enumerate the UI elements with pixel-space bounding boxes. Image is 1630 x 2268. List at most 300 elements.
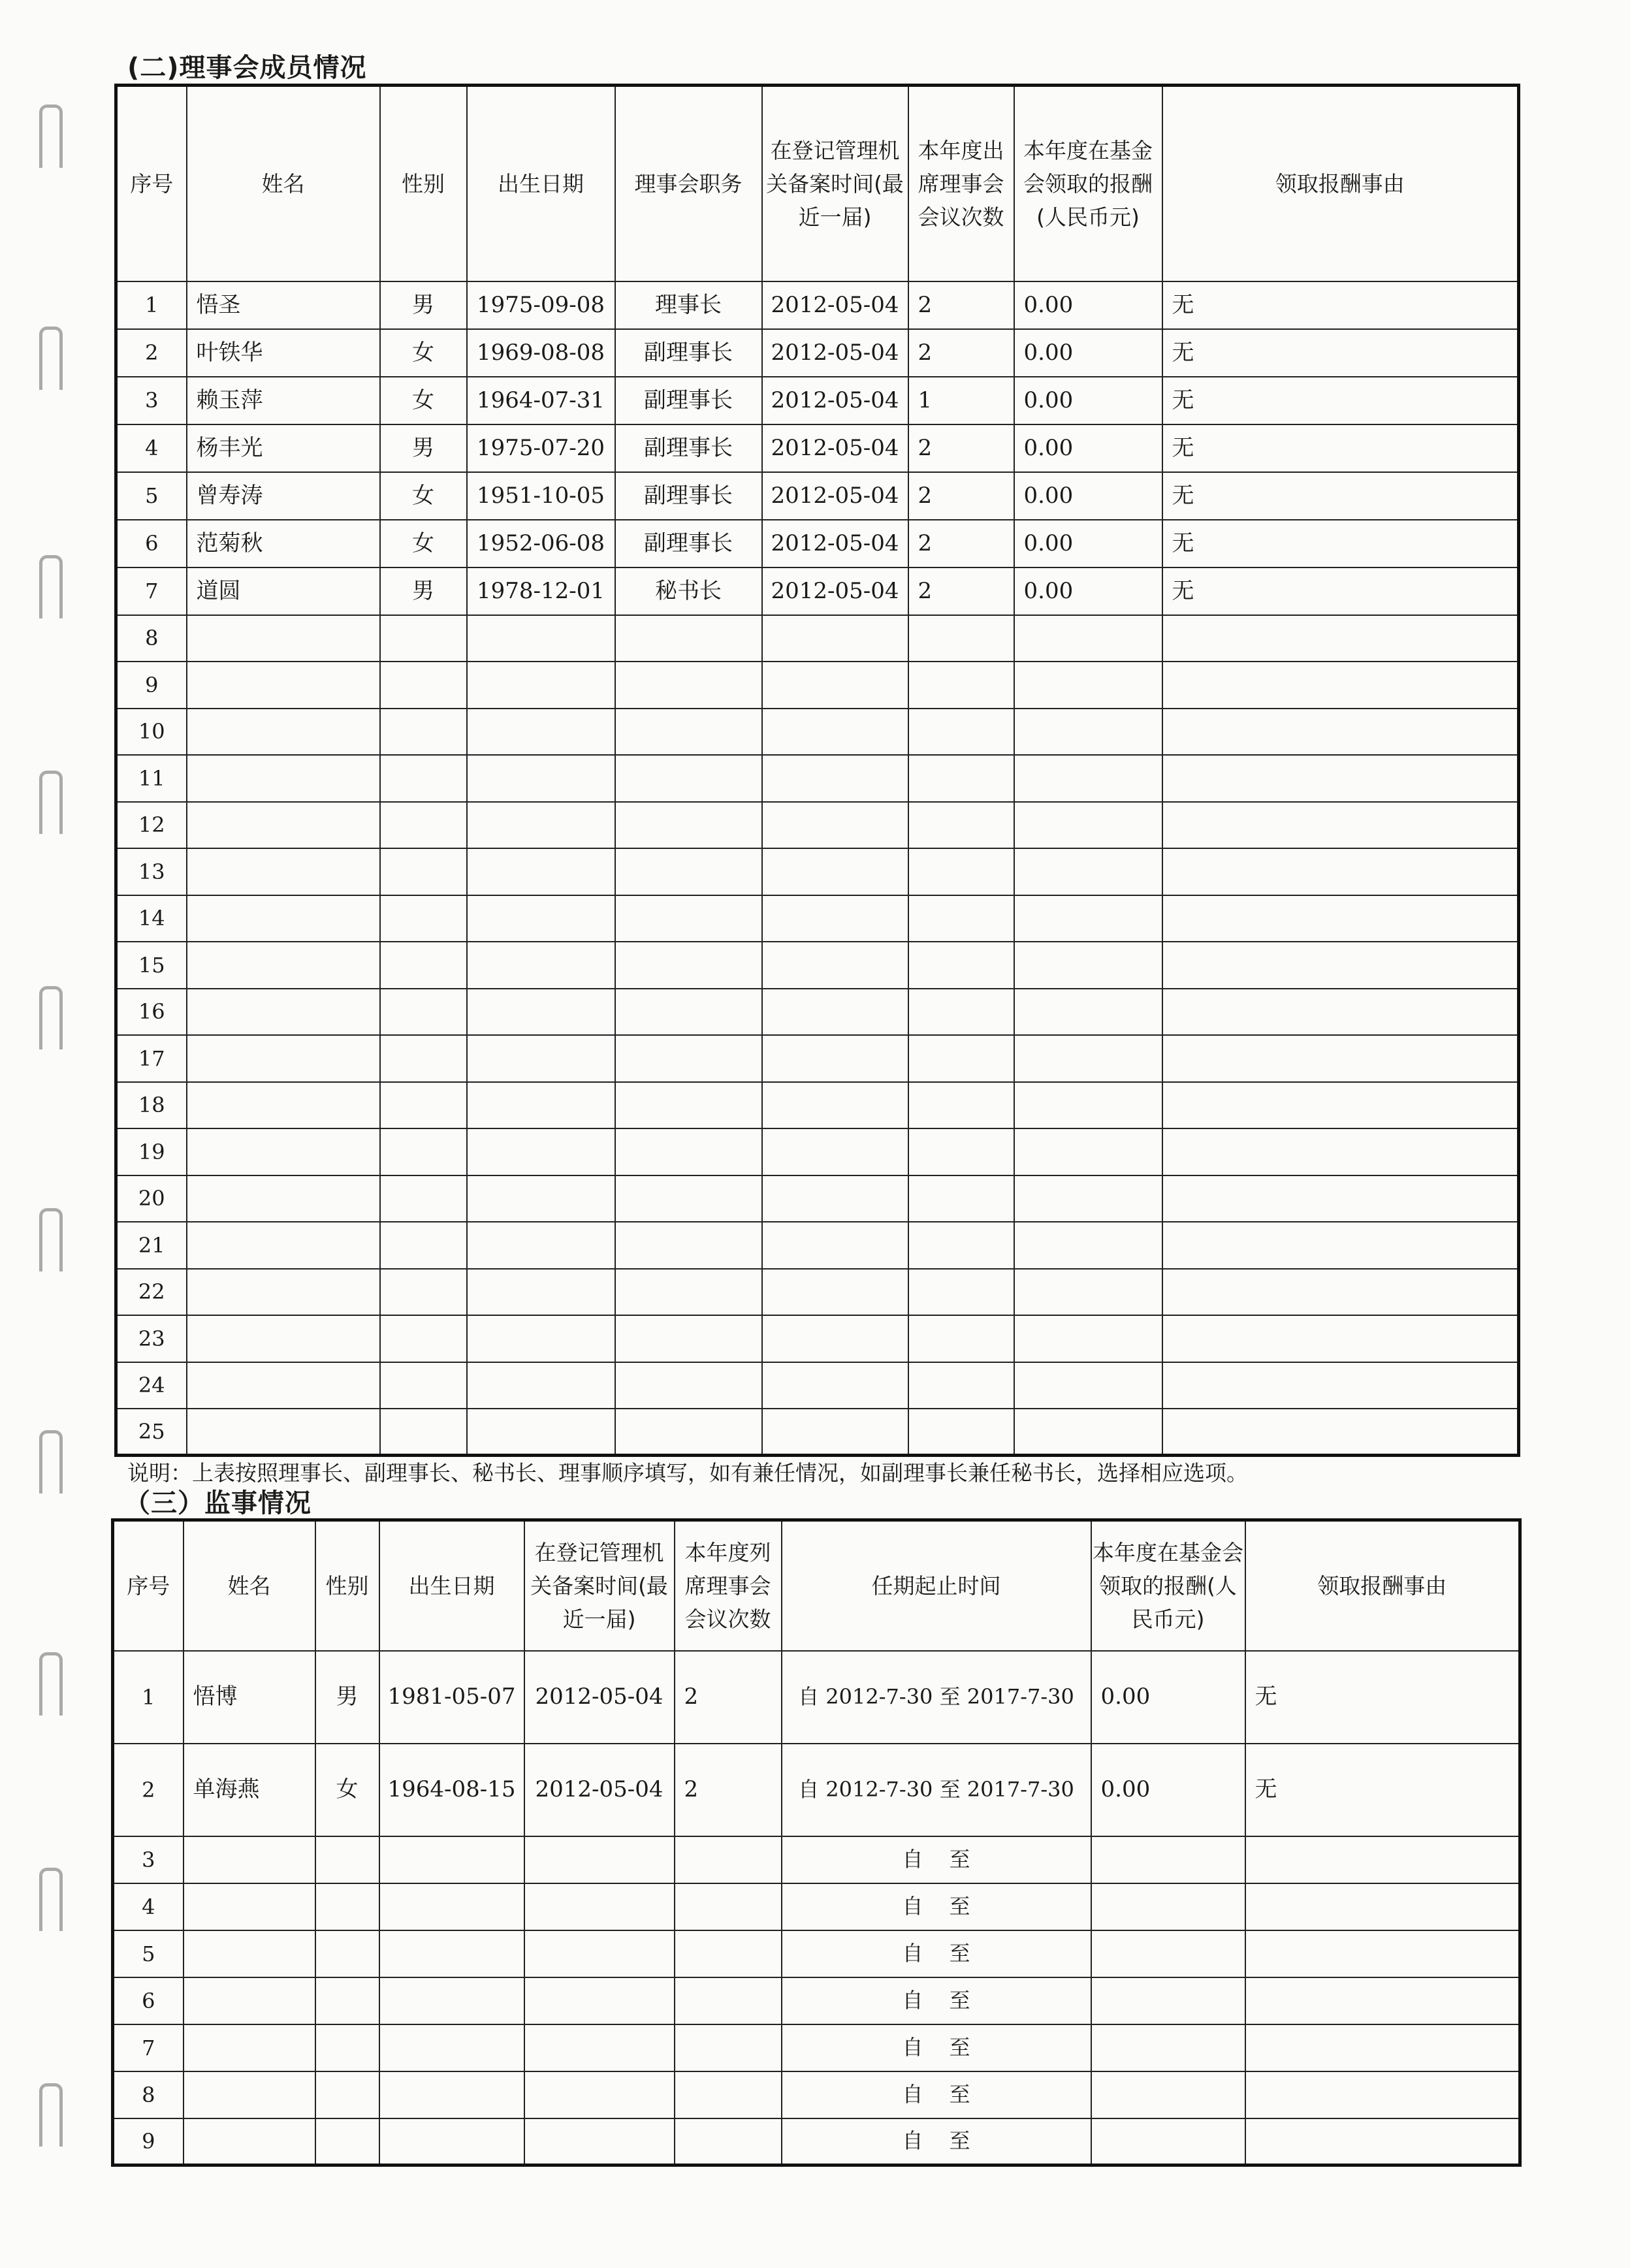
empty-cell [187, 709, 380, 756]
supervisor-section-title: （三）监事情况 [124, 1488, 312, 1518]
empty-cell [1091, 1930, 1245, 1977]
member-name: 杨丰光 [187, 424, 380, 472]
board-empty-row [116, 989, 1519, 1036]
member-attendance: 2 [908, 329, 1014, 377]
member-birth-date: 1975-07-20 [467, 424, 615, 472]
empty-cell [1245, 1930, 1520, 1977]
member-position: 理事长 [615, 281, 762, 329]
empty-cell [1014, 942, 1162, 989]
supervisor-term: 自 2012-7-30 至 2017-7-30 [782, 1744, 1091, 1836]
board-table-note: 说明：上表按照理事长、副理事长、秘书长、理事顺序填写，如有兼任情况，如副理事长兼任秘书长，选择相应选项。 [127, 1460, 1248, 1486]
empty-cell [762, 1409, 908, 1456]
empty-cell [908, 895, 1014, 942]
empty-cell [467, 895, 615, 942]
member-attendance: 2 [908, 520, 1014, 567]
board-empty-row [116, 709, 1519, 756]
member-filing-date: 2012-05-04 [762, 520, 908, 567]
empty-cell [467, 662, 615, 709]
empty-cell [379, 1930, 524, 1977]
supervisor-empty-row [113, 2024, 1520, 2071]
empty-cell [908, 709, 1014, 756]
row-number: 19 [116, 1128, 187, 1175]
empty-cell [315, 2024, 379, 2071]
empty-cell [187, 895, 380, 942]
empty-cell [380, 1409, 467, 1456]
binder-hole [39, 771, 63, 834]
term-to-label: 至 [949, 2034, 970, 2060]
empty-cell [315, 1930, 379, 1977]
row-number: 4 [116, 424, 187, 472]
row-number: 14 [116, 895, 187, 942]
member-gender: 男 [380, 567, 467, 615]
empty-cell [184, 2071, 315, 2118]
empty-cell [187, 1269, 380, 1316]
binder-hole [39, 555, 63, 618]
member-gender: 女 [380, 520, 467, 567]
empty-cell [1162, 1315, 1519, 1362]
member-gender: 女 [380, 329, 467, 377]
board-empty-row [116, 1409, 1519, 1456]
empty-cell [908, 1269, 1014, 1316]
row-number: 21 [116, 1222, 187, 1269]
empty-cell [1014, 1128, 1162, 1175]
empty-cell [467, 1315, 615, 1362]
empty-cell [1162, 1175, 1519, 1222]
empty-cell [615, 1315, 762, 1362]
row-number: 6 [116, 520, 187, 567]
row-number: 5 [113, 1930, 184, 1977]
member-gender: 男 [380, 281, 467, 329]
empty-cell [467, 989, 615, 1036]
term-from-label: 自 [902, 2128, 923, 2153]
empty-cell [1091, 1883, 1245, 1930]
empty-cell [908, 1035, 1014, 1082]
header-salary: 本年度在基金会领取的报酬(人民币元) [1014, 86, 1162, 281]
empty-cell [380, 1175, 467, 1222]
member-salary: 0.00 [1014, 281, 1162, 329]
header-attendance: 本年度出席理事会会议次数 [908, 86, 1014, 281]
supervisor-name: 悟博 [184, 1651, 315, 1744]
row-number: 2 [113, 1744, 184, 1836]
member-filing-date: 2012-05-04 [762, 281, 908, 329]
sup-header-no: 序号 [113, 1520, 184, 1651]
member-name: 悟圣 [187, 281, 380, 329]
empty-cell [1014, 848, 1162, 895]
term-from-label: 自 [902, 2081, 923, 2107]
empty-cell [379, 1977, 524, 2024]
row-number: 5 [116, 472, 187, 520]
member-birth-date: 1964-07-31 [467, 377, 615, 424]
supervisor-birth-date: 1964-08-15 [379, 1744, 524, 1836]
empty-cell [762, 755, 908, 802]
empty-cell [762, 615, 908, 662]
member-position: 副理事长 [615, 472, 762, 520]
empty-cell [467, 1128, 615, 1175]
empty-cell [187, 802, 380, 849]
row-number: 12 [116, 802, 187, 849]
empty-cell [184, 1977, 315, 2024]
empty-cell [762, 662, 908, 709]
term-to-label: 至 [949, 1893, 970, 1919]
empty-cell [380, 802, 467, 849]
binder-hole [39, 1430, 63, 1493]
empty-cell [1091, 2024, 1245, 2071]
empty-cell [524, 2118, 675, 2165]
member-gender: 男 [380, 424, 467, 472]
empty-cell [187, 942, 380, 989]
term-from-label: 自 [902, 1987, 923, 2013]
row-number: 3 [113, 1836, 184, 1883]
empty-cell [615, 1082, 762, 1129]
binder-hole [39, 2083, 63, 2147]
row-number: 20 [116, 1175, 187, 1222]
empty-cell [908, 848, 1014, 895]
member-attendance: 2 [908, 281, 1014, 329]
empty-cell [615, 1035, 762, 1082]
row-number: 8 [113, 2071, 184, 2118]
row-number: 24 [116, 1362, 187, 1409]
member-filing-date: 2012-05-04 [762, 567, 908, 615]
empty-cell [380, 709, 467, 756]
supervisor-salary-reason: 无 [1245, 1651, 1520, 1744]
board-section-title: (二)理事会成员情况 [127, 53, 367, 83]
row-number: 1 [116, 281, 187, 329]
term-to-label: 至 [949, 2081, 970, 2107]
supervisor-salary-reason: 无 [1245, 1744, 1520, 1836]
empty-cell [1245, 1883, 1520, 1930]
member-salary-reason: 无 [1162, 377, 1519, 424]
sup-header-salary: 本年度在基金会领取的报酬(人民币元) [1091, 1520, 1245, 1651]
sup-header-gender: 性别 [315, 1520, 379, 1651]
supervisor-header-row [113, 1520, 1520, 1651]
empty-cell [908, 1409, 1014, 1456]
supervisor-term-blank [782, 1836, 1091, 1883]
row-number: 4 [113, 1883, 184, 1930]
supervisor-term-blank [782, 1883, 1091, 1930]
empty-cell [615, 1128, 762, 1175]
empty-cell [184, 2118, 315, 2165]
empty-cell [675, 1977, 782, 2024]
empty-cell [1014, 1409, 1162, 1456]
row-number: 10 [116, 709, 187, 756]
empty-cell [380, 1128, 467, 1175]
member-filing-date: 2012-05-04 [762, 424, 908, 472]
term-from-label: 自 [902, 2034, 923, 2060]
board-empty-row [116, 942, 1519, 989]
row-number: 7 [113, 2024, 184, 2071]
supervisor-attendance: 2 [675, 1744, 782, 1836]
empty-cell [1162, 989, 1519, 1036]
empty-cell [615, 755, 762, 802]
row-number: 9 [116, 662, 187, 709]
empty-cell [615, 848, 762, 895]
empty-cell [1014, 1362, 1162, 1409]
empty-cell [1245, 1836, 1520, 1883]
empty-cell [908, 1128, 1014, 1175]
row-number: 16 [116, 989, 187, 1036]
board-empty-row [116, 1035, 1519, 1082]
board-empty-row [116, 895, 1519, 942]
term-to-label: 至 [949, 1846, 970, 1872]
empty-cell [1014, 615, 1162, 662]
supervisor-filing-date: 2012-05-04 [524, 1651, 675, 1744]
empty-cell [380, 1082, 467, 1129]
row-number: 15 [116, 942, 187, 989]
empty-cell [467, 1362, 615, 1409]
row-number: 8 [116, 615, 187, 662]
empty-cell [315, 1836, 379, 1883]
empty-cell [380, 1222, 467, 1269]
supervisor-empty-row [113, 1930, 1520, 1977]
supervisor-term-blank [782, 1977, 1091, 2024]
supervisors-table-body [113, 1651, 1520, 2165]
empty-cell [524, 1977, 675, 2024]
header-gender: 性别 [380, 86, 467, 281]
empty-cell [467, 942, 615, 989]
supervisor-gender: 女 [315, 1744, 379, 1836]
empty-cell [467, 1409, 615, 1456]
empty-cell [675, 1836, 782, 1883]
member-birth-date: 1978-12-01 [467, 567, 615, 615]
empty-cell [762, 1035, 908, 1082]
empty-cell [187, 1035, 380, 1082]
row-number: 11 [116, 755, 187, 802]
empty-cell [187, 662, 380, 709]
empty-cell [467, 848, 615, 895]
row-number: 13 [116, 848, 187, 895]
empty-cell [615, 709, 762, 756]
member-name: 赖玉萍 [187, 377, 380, 424]
supervisor-term-blank [782, 2024, 1091, 2071]
board-empty-row [116, 1222, 1519, 1269]
row-number: 17 [116, 1035, 187, 1082]
empty-cell [1091, 2071, 1245, 2118]
member-salary-reason: 无 [1162, 424, 1519, 472]
term-to-label: 至 [949, 2128, 970, 2153]
empty-cell [615, 1409, 762, 1456]
empty-cell [1162, 709, 1519, 756]
member-gender: 女 [380, 472, 467, 520]
empty-cell [184, 2024, 315, 2071]
empty-cell [1014, 1175, 1162, 1222]
empty-cell [615, 1362, 762, 1409]
empty-cell [380, 942, 467, 989]
sup-header-term: 任期起止时间 [782, 1520, 1091, 1651]
board-empty-row [116, 1269, 1519, 1316]
supervisor-empty-row [113, 2118, 1520, 2165]
row-number: 7 [116, 567, 187, 615]
empty-cell [908, 1222, 1014, 1269]
empty-cell [1162, 942, 1519, 989]
empty-cell [1245, 1977, 1520, 2024]
member-position: 副理事长 [615, 424, 762, 472]
member-gender: 女 [380, 377, 467, 424]
empty-cell [380, 1315, 467, 1362]
header-salary-reason: 领取报酬事由 [1162, 86, 1519, 281]
board-empty-row [116, 1315, 1519, 1362]
empty-cell [467, 1082, 615, 1129]
empty-cell [380, 1035, 467, 1082]
empty-cell [1014, 709, 1162, 756]
sup-header-attendance: 本年度列席理事会会议次数 [675, 1520, 782, 1651]
board-member-row [116, 567, 1519, 615]
member-name: 曾寿涛 [187, 472, 380, 520]
empty-cell [615, 662, 762, 709]
empty-cell [1014, 1222, 1162, 1269]
empty-cell [615, 615, 762, 662]
board-table-body [116, 281, 1519, 1456]
member-salary: 0.00 [1014, 520, 1162, 567]
empty-cell [379, 2024, 524, 2071]
empty-cell [1162, 1362, 1519, 1409]
empty-cell [1014, 1269, 1162, 1316]
empty-cell [315, 1883, 379, 1930]
empty-cell [524, 2071, 675, 2118]
empty-cell [1162, 895, 1519, 942]
member-filing-date: 2012-05-04 [762, 472, 908, 520]
empty-cell [1245, 2024, 1520, 2071]
supervisor-row [113, 1651, 1520, 1744]
empty-cell [315, 1977, 379, 2024]
row-number: 2 [116, 329, 187, 377]
supervisor-row [113, 1744, 1520, 1836]
member-salary: 0.00 [1014, 567, 1162, 615]
empty-cell [187, 1222, 380, 1269]
empty-cell [187, 755, 380, 802]
empty-cell [467, 709, 615, 756]
empty-cell [379, 1883, 524, 1930]
supervisor-term: 自 2012-7-30 至 2017-7-30 [782, 1651, 1091, 1744]
supervisor-attendance: 2 [675, 1651, 782, 1744]
empty-cell [762, 1315, 908, 1362]
empty-cell [762, 1175, 908, 1222]
empty-cell [908, 1175, 1014, 1222]
empty-cell [315, 2071, 379, 2118]
empty-cell [908, 802, 1014, 849]
empty-cell [187, 1128, 380, 1175]
row-number: 3 [116, 377, 187, 424]
member-salary-reason: 无 [1162, 567, 1519, 615]
empty-cell [187, 615, 380, 662]
supervisor-empty-row [113, 1977, 1520, 2024]
empty-cell [380, 662, 467, 709]
empty-cell [762, 1269, 908, 1316]
row-number: 23 [116, 1315, 187, 1362]
member-attendance: 1 [908, 377, 1014, 424]
empty-cell [1162, 848, 1519, 895]
empty-cell [1162, 1269, 1519, 1316]
empty-cell [762, 709, 908, 756]
empty-cell [1162, 802, 1519, 849]
header-birth-date: 出生日期 [467, 86, 615, 281]
empty-cell [762, 942, 908, 989]
row-number: 18 [116, 1082, 187, 1129]
member-attendance: 2 [908, 424, 1014, 472]
empty-cell [615, 942, 762, 989]
empty-cell [908, 615, 1014, 662]
binder-hole [39, 1652, 63, 1716]
member-salary: 0.00 [1014, 472, 1162, 520]
empty-cell [380, 1269, 467, 1316]
board-empty-row [116, 1362, 1519, 1409]
board-member-row [116, 329, 1519, 377]
supervisor-term-blank [782, 2071, 1091, 2118]
member-salary-reason: 无 [1162, 520, 1519, 567]
board-member-row [116, 520, 1519, 567]
empty-cell [615, 1222, 762, 1269]
empty-cell [1091, 1836, 1245, 1883]
empty-cell [184, 1883, 315, 1930]
member-name: 叶铁华 [187, 329, 380, 377]
empty-cell [908, 1315, 1014, 1362]
term-from-label: 自 [902, 1940, 923, 1966]
board-member-row [116, 472, 1519, 520]
empty-cell [675, 2024, 782, 2071]
member-salary-reason: 无 [1162, 281, 1519, 329]
empty-cell [187, 1315, 380, 1362]
empty-cell [762, 1222, 908, 1269]
empty-cell [675, 2118, 782, 2165]
empty-cell [1245, 2118, 1520, 2165]
board-member-row [116, 424, 1519, 472]
board-empty-row [116, 1082, 1519, 1129]
board-members-table [114, 84, 1520, 1457]
empty-cell [908, 989, 1014, 1036]
supervisor-empty-row [113, 1836, 1520, 1883]
term-to-label: 至 [949, 1987, 970, 2013]
board-empty-row [116, 848, 1519, 895]
supervisor-gender: 男 [315, 1651, 379, 1744]
binder-hole [39, 104, 63, 168]
empty-cell [762, 1362, 908, 1409]
supervisor-empty-row [113, 1883, 1520, 1930]
empty-cell [908, 942, 1014, 989]
empty-cell [187, 1409, 380, 1456]
binder-hole [39, 1868, 63, 1931]
member-position: 副理事长 [615, 377, 762, 424]
term-from-label: 自 [902, 1846, 923, 1872]
sup-header-filing-time: 在登记管理机关备案时间(最近一届) [524, 1520, 675, 1651]
supervisor-name: 单海燕 [184, 1744, 315, 1836]
empty-cell [615, 989, 762, 1036]
board-header-row [116, 86, 1519, 281]
empty-cell [1162, 662, 1519, 709]
member-name: 道圆 [187, 567, 380, 615]
empty-cell [315, 2118, 379, 2165]
member-position: 秘书长 [615, 567, 762, 615]
empty-cell [467, 1035, 615, 1082]
member-salary: 0.00 [1014, 424, 1162, 472]
board-empty-row [116, 662, 1519, 709]
member-birth-date: 1952-06-08 [467, 520, 615, 567]
empty-cell [762, 989, 908, 1036]
empty-cell [1162, 1035, 1519, 1082]
empty-cell [1014, 1315, 1162, 1362]
board-member-row [116, 281, 1519, 329]
empty-cell [379, 2071, 524, 2118]
member-attendance: 2 [908, 472, 1014, 520]
empty-cell [524, 1930, 675, 1977]
empty-cell [908, 755, 1014, 802]
empty-cell [615, 802, 762, 849]
header-no: 序号 [116, 86, 187, 281]
supervisor-filing-date: 2012-05-04 [524, 1744, 675, 1836]
binder-hole [39, 1208, 63, 1271]
supervisor-birth-date: 1981-05-07 [379, 1651, 524, 1744]
supervisor-term-blank [782, 1930, 1091, 1977]
term-from-label: 自 [902, 1893, 923, 1919]
empty-cell [1014, 1035, 1162, 1082]
